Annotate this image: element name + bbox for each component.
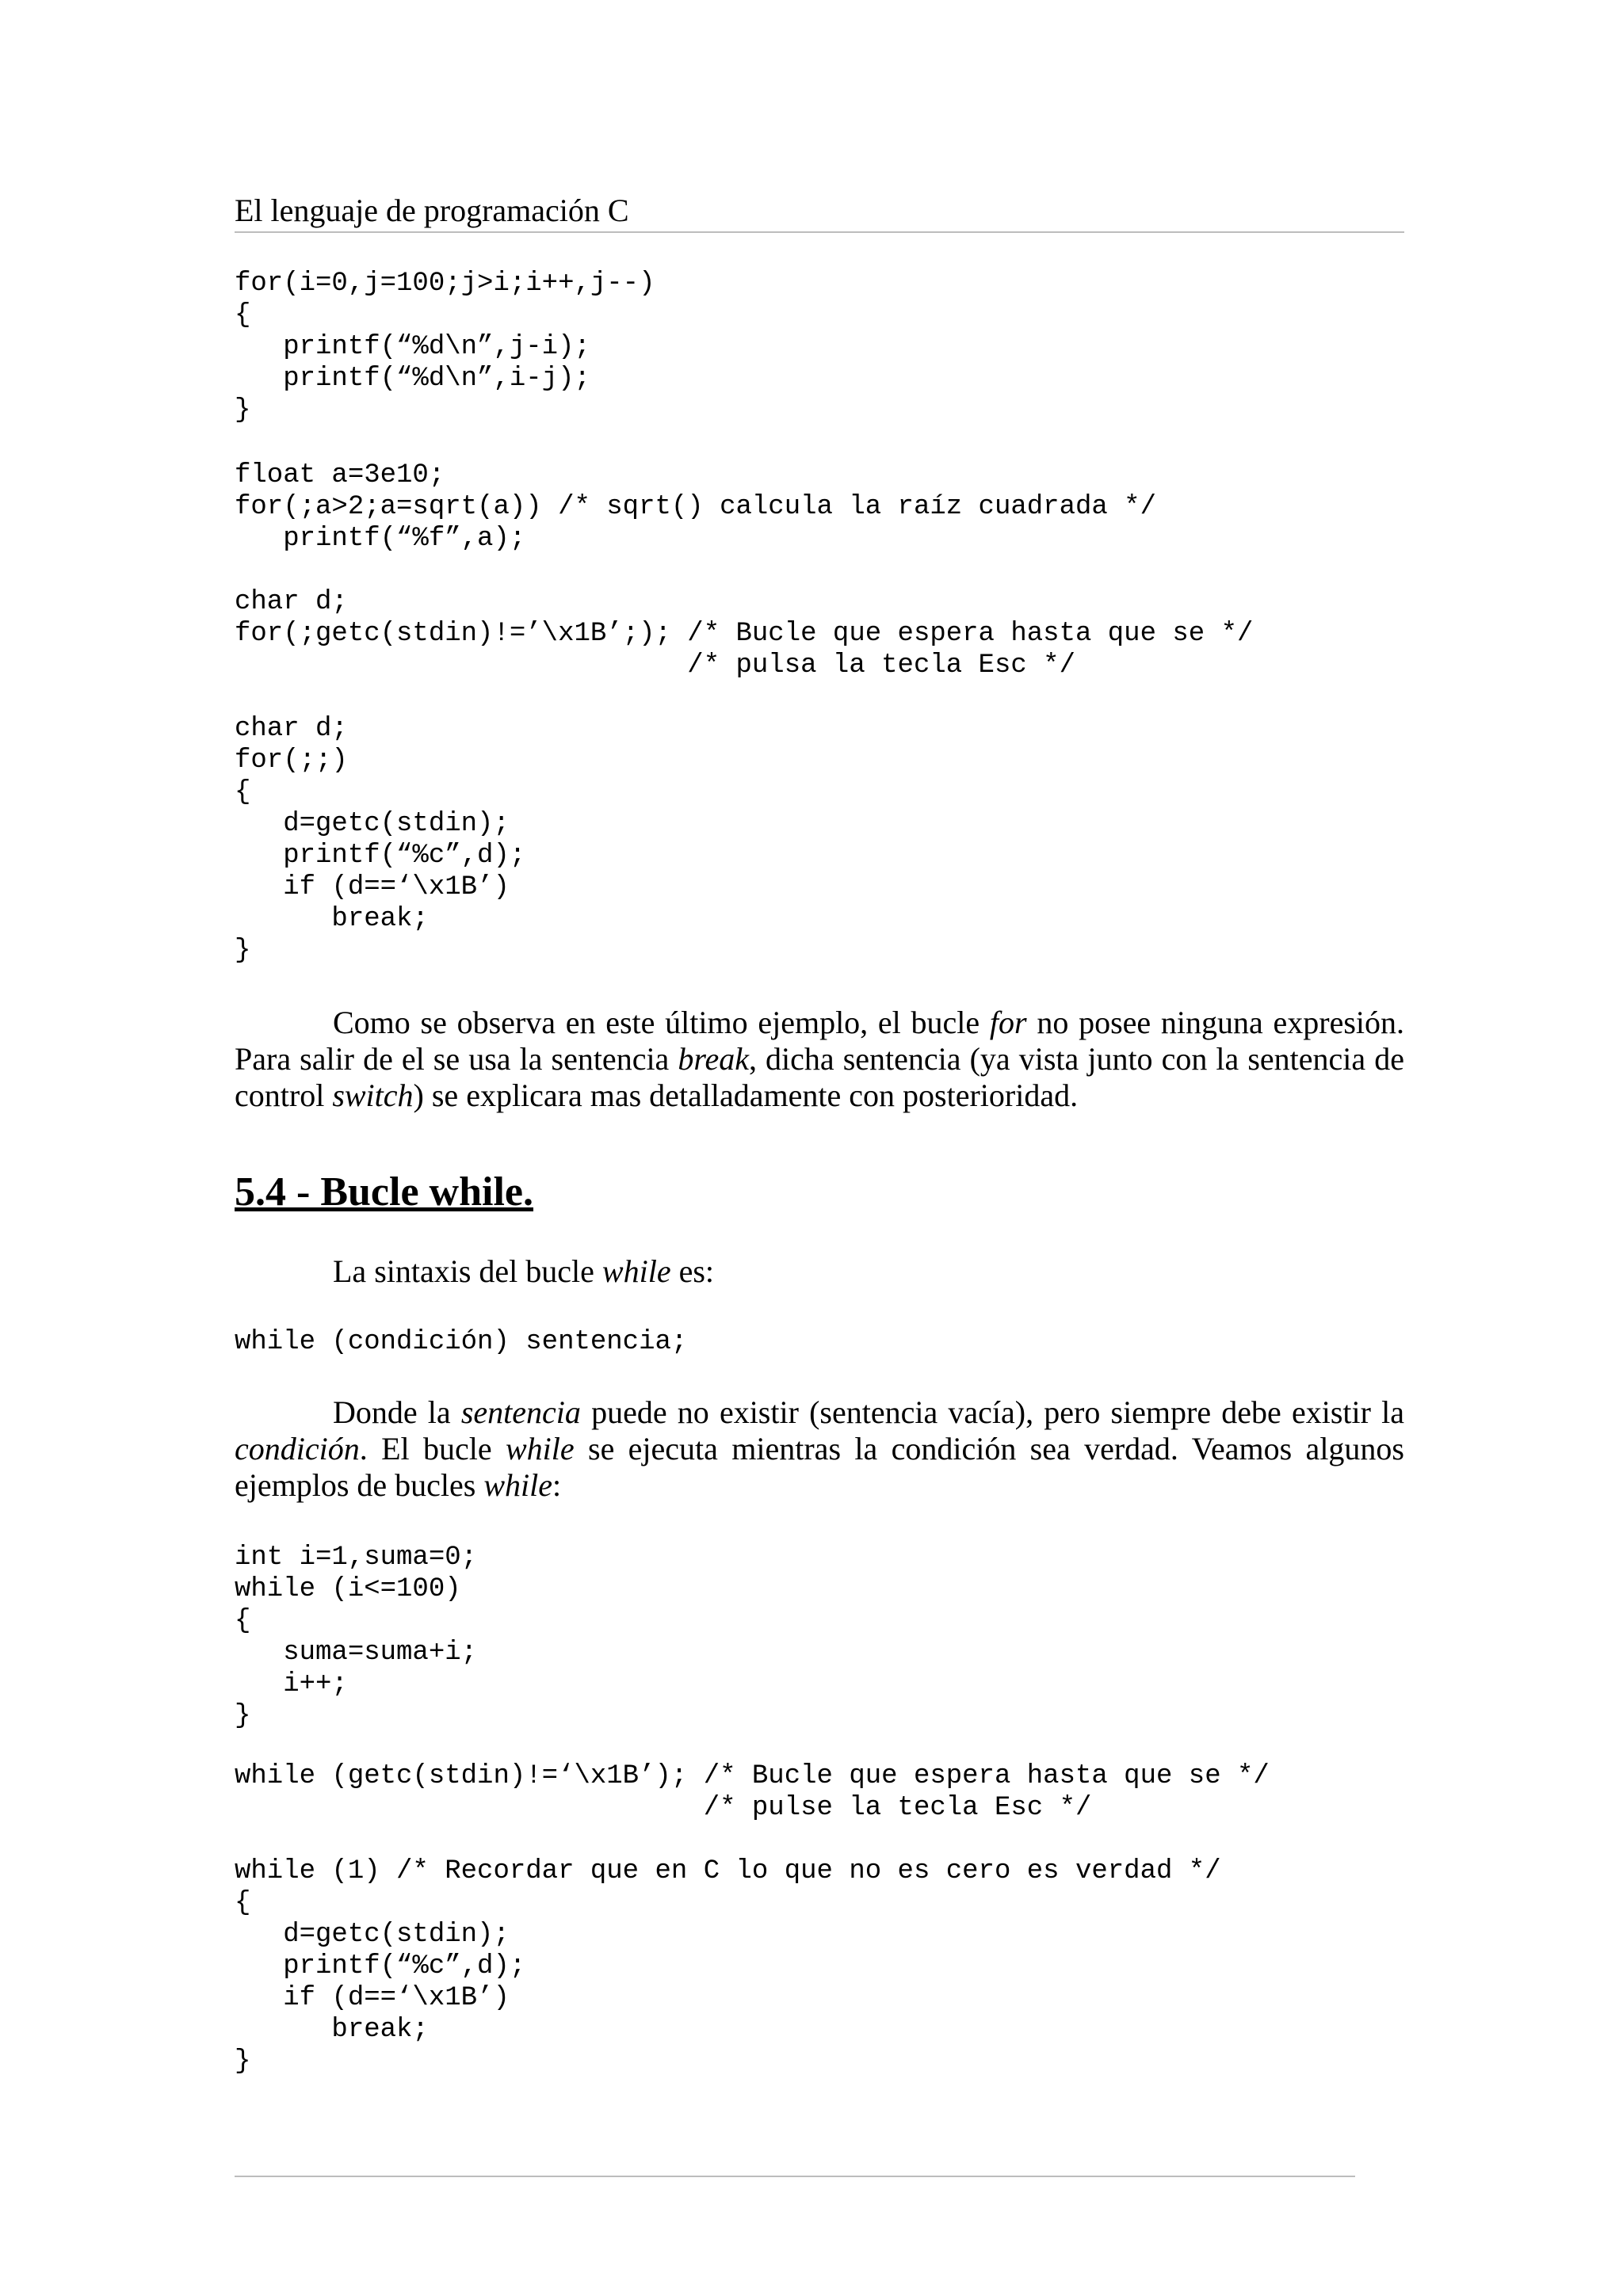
section-heading: 5.4 - Bucle while. (235, 1169, 533, 1215)
header-divider (235, 231, 1404, 233)
emphasis-switch: switch (332, 1077, 414, 1113)
text-run: La sintaxis del bucle (333, 1253, 602, 1289)
text-run: , dicha sentencia (ya vista junto con la sentencia de control (235, 1041, 1404, 1113)
code-block-while-1: int i=1,suma=0; while (i<=100) { suma=suma+i; i++; } (235, 1543, 478, 1731)
emphasis-while: while (483, 1467, 553, 1503)
text-run: es: (670, 1253, 715, 1289)
text-run: Donde la (333, 1394, 461, 1430)
text-run: . El bucle (359, 1431, 506, 1466)
text-run: no posee ninguna expresión. Para salir de el se usa la sentencia (235, 1005, 1404, 1077)
text-run: ) se explicara mas detalladamente con posterioridad. (413, 1077, 1079, 1113)
running-header: El lenguaje de programación C (235, 193, 629, 228)
emphasis-sentencia: sentencia (460, 1394, 581, 1430)
code-block-while-2: while (getc(stdin)!=‘\x1B’); /* Bucle que espera hasta que se */ /* pulse la tecla Esc */ (235, 1761, 1270, 1823)
emphasis-while: while (601, 1253, 671, 1289)
emphasis-break: break (678, 1041, 749, 1077)
footer-divider (235, 2176, 1355, 2177)
paragraph-while-syntax-intro (333, 1253, 714, 1290)
emphasis-for: for (989, 1005, 1027, 1040)
text-run: se ejecuta mientras la condición sea verdad. Veamos algunos ejemplos de bucles (235, 1431, 1404, 1503)
text-run: Como se observa en este último ejemplo, el bucle (333, 1005, 990, 1040)
text-run: puede no existir (sentencia vacía), pero siempre debe existir la (580, 1394, 1404, 1430)
paragraph-for-explanation (235, 1005, 1404, 1114)
text-run: : (552, 1467, 562, 1503)
emphasis-while: while (505, 1431, 575, 1466)
paragraph-while-explanation (235, 1394, 1404, 1504)
code-block-while-3: while (1) /* Recordar que en C lo que no es cero es verdad */ { d=getc(stdin); printf(“%c”,d); if (d==‘\x1B’) break; } (235, 1856, 1221, 2077)
emphasis-condicion: condición (235, 1431, 360, 1466)
code-block-while-syntax: while (condición) sentencia; (235, 1327, 688, 1357)
code-block-for-1: for(i=0,j=100;j>i;i++,j--) { printf(“%d\n”,j-i); printf(“%d\n”,i-j); } (235, 269, 655, 425)
code-block-for-3: char d; for(;getc(stdin)!=’\x1B’;); /* Bucle que espera hasta que se */ /* pulsa la tecla Esc */ (235, 587, 1254, 681)
code-block-for-4: char d; for(;;) { d=getc(stdin); printf(“%c”,d); if (d==‘\x1B’) break; } (235, 714, 526, 966)
code-block-for-2: float a=3e10; for(;a>2;a=sqrt(a)) /* sqrt() calcula la raíz cuadrada */ printf(“%f”,a); (235, 460, 1156, 554)
